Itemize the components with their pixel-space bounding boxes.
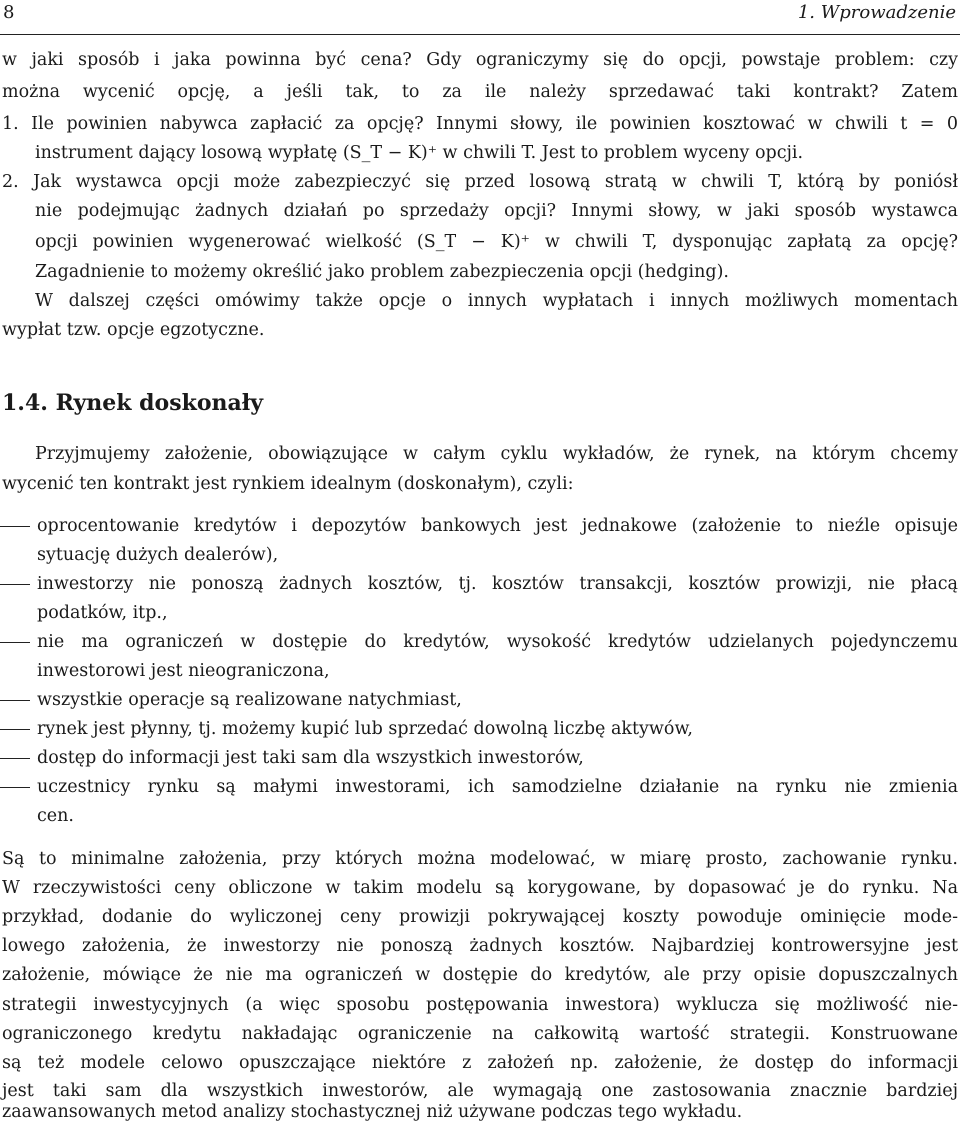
dash-bullet	[0, 642, 30, 643]
assumption-item	[0, 687, 958, 713]
closing-line: lowego założenia, że inwestorzy nie ponoszą żadnych kosztów. Najbardziej kontrowersyjne jest	[2, 936, 958, 956]
assumption-item	[0, 571, 958, 597]
intro-line: Zagadnienie to możemy określić jako problem zabezpieczenia opcji (hedging).	[35, 262, 729, 282]
intro-line: w jaki sposób i jaka powinna być cena? Gdy ograniczymy się do opcji, powstaje problem: czy	[2, 50, 958, 70]
assumption-item	[0, 629, 958, 655]
dash-bullet	[0, 700, 30, 701]
assumption-continuation: cen.	[37, 806, 74, 826]
assumption-text: nie ma ograniczeń w dostępie do kredytów, wysokość kredytów udzielanych pojedynczemu	[37, 632, 958, 652]
assumption-item	[0, 745, 958, 771]
page-number: 8	[3, 2, 15, 23]
assumption-continuation: podatków, itp.,	[37, 603, 168, 623]
assumption-text: oprocentowanie kredytów i depozytów bankowych jest jednakowe (założenie to nieźle opisuje	[37, 516, 958, 536]
assumption-continuation: inwestorowi jest nieograniczona,	[37, 661, 330, 681]
assumption-item	[0, 716, 958, 742]
intro-line: można wycenić opcję, a jeśli tak, to za ile należy sprzedawać taki kontrakt? Zatem	[2, 82, 958, 102]
closing-line: założenie, mówiące że nie ma ograniczeń w dostępie do kredytów, ale przy opisie dopuszczalnych	[2, 965, 958, 985]
assumption-item	[0, 774, 958, 800]
header-rule	[0, 34, 960, 35]
assumption-continuation: sytuację dużych dealerów),	[37, 545, 279, 565]
section-intro-line: wycenić ten kontrakt jest rynkiem idealnym (doskonałym), czyli:	[2, 474, 574, 494]
closing-line: jest taki sam dla wszystkich inwestorów, ale wymagają one zastosowania znacznie bardziej	[2, 1081, 958, 1101]
closing-line: są też modele celowo opuszczające niektóre z założeń np. założenie, że dostęp do informacji	[2, 1053, 958, 1073]
intro-line: 2. Jak wystawca opcji może zabezpieczyć się przed losową stratą w chwili T, którą by poniósł	[2, 172, 958, 192]
closing-line: Są to minimalne założenia, przy których można modelować, w miarę prosto, zachowanie rynku.	[2, 849, 958, 869]
intro-line: wypłat tzw. opcje egzotyczne.	[2, 320, 265, 340]
dash-bullet	[0, 584, 30, 585]
intro-line: instrument dający losową wypłatę (S_T − K)⁺ w chwili T. Jest to problem wyceny opcji.	[35, 143, 804, 163]
intro-line: W dalszej części omówimy także opcje o innych wypłatach i innych możliwych momentach	[35, 291, 958, 311]
assumption-text: uczestnicy rynku są małymi inwestorami, ich samodzielne działanie na rynku nie zmienia	[37, 777, 958, 797]
dash-bullet	[0, 758, 30, 759]
running-header-chapter: 1. Wprowadzenie	[797, 2, 956, 23]
dash-bullet	[0, 787, 30, 788]
closing-line: przykład, dodanie do wyliczonej ceny prowizji pokrywającej koszty powoduje ominięcie mode-	[2, 907, 958, 927]
section-heading: 1.4. Rynek doskonały	[2, 390, 264, 416]
closing-line: zaawansowanych metod analizy stochastycznej niż używane podczas tego wykładu.	[2, 1102, 743, 1122]
assumption-text: dostęp do informacji jest taki sam dla wszystkich inwestorów,	[37, 748, 584, 768]
assumption-text: rynek jest płynny, tj. możemy kupić lub sprzedać dowolną liczbę aktywów,	[37, 719, 693, 739]
assumption-item	[0, 513, 958, 539]
assumption-text: wszystkie operacje są realizowane natychmiast,	[37, 690, 462, 710]
closing-line: ograniczonego kredytu nakładając ograniczenie na całkowitą wartość strategii. Konstruowane	[2, 1024, 958, 1044]
dash-bullet	[0, 729, 30, 730]
intro-line: opcji powinien wygenerować wielkość (S_T − K)⁺ w chwili T, dysponując zapłatą za opcję?	[35, 232, 958, 252]
assumption-text: inwestorzy nie ponoszą żadnych kosztów, tj. kosztów transakcji, kosztów prowizji, nie płacą	[37, 574, 958, 594]
closing-line: W rzeczywistości ceny obliczone w takim modelu są korygowane, by dopasować je do rynku. Na	[2, 878, 958, 898]
intro-line: 1. Ile powinien nabywca zapłacić za opcję? Innymi słowy, ile powinien kosztować w chwili t = 0	[2, 114, 958, 134]
dash-bullet	[0, 526, 30, 527]
closing-line: strategii inwestycyjnych (a więc sposobu postępowania inwestora) wyklucza się możliwość nie-	[2, 995, 958, 1015]
intro-line: nie podejmując żadnych działań po sprzedaży opcji? Innymi słowy, w jaki sposób wystawca	[35, 201, 958, 221]
section-intro-line: Przyjmujemy założenie, obowiązujące w całym cyklu wykładów, że rynek, na którym chcemy	[35, 444, 958, 464]
